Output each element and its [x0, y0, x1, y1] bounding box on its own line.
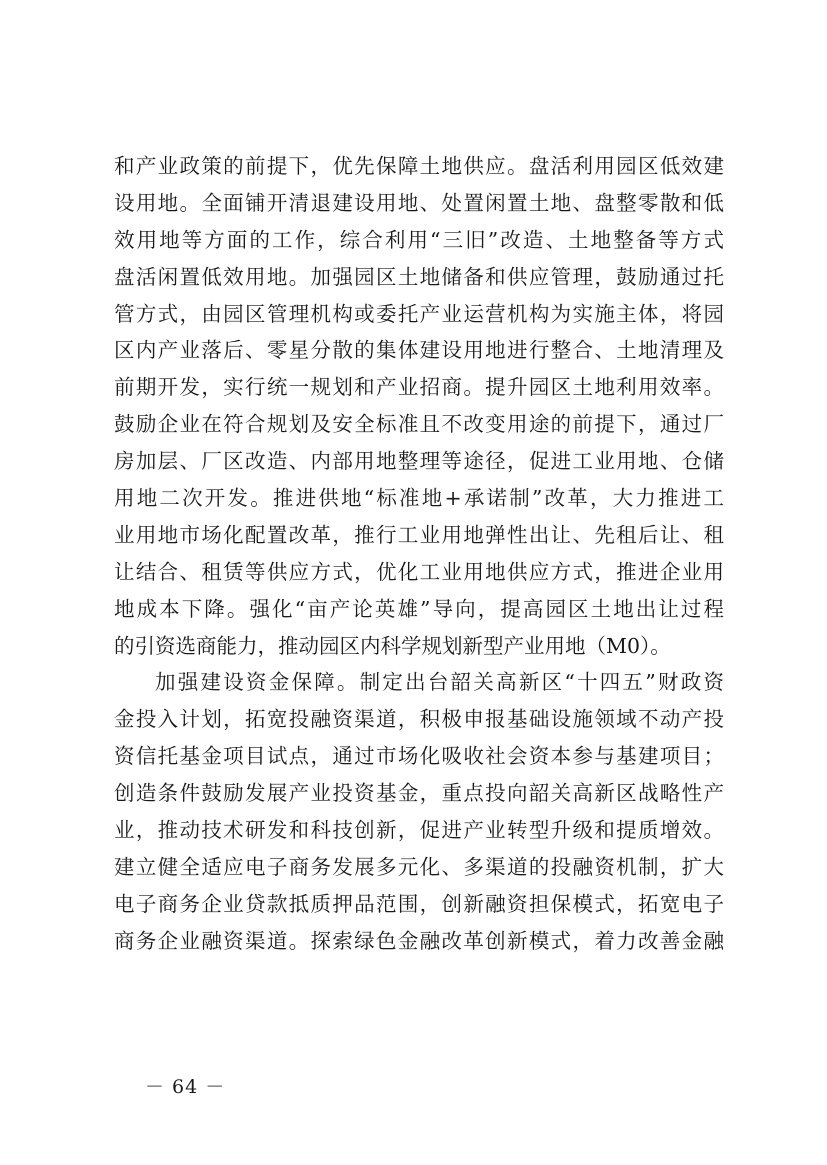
- paragraph-2-line: 电子商务企业贷款抵质押品范围，创新融资担保模式，拓宽电子: [114, 891, 724, 916]
- paragraph-2-line: 金投入计划，拓宽投融资渠道，积极申报基础设施领域不动产投: [114, 707, 724, 732]
- paragraph-2-line: 业，推动技术研发和科技创新，促进产业转型升级和提质增效。: [114, 818, 724, 843]
- paragraph-2-line: 商务企业融资渠道。探索绿色金融改革创新模式，着力改善金融: [114, 928, 724, 953]
- paragraph-1-line: 让结合、租赁等供应方式，优化工业用地供应方式，推进企业用: [114, 559, 724, 584]
- paragraph-1-line: 效用地等方面的工作，综合利用“三旧”改造、土地整备等方式: [114, 227, 724, 252]
- paragraph-1-line: 的引资选商能力，推动园区内科学规划新型产业用地（M0）。: [114, 633, 671, 658]
- paragraph-2-line: 创造条件鼓励发展产业投资基金，重点投向韶关高新区战略性产: [114, 781, 724, 806]
- paragraph-1-line: 盘活闲置低效用地。加强园区土地储备和供应管理，鼓励通过托: [114, 264, 724, 289]
- paragraph-2-line: 建立健全适应电子商务发展多元化、多渠道的投融资机制，扩大: [114, 854, 724, 879]
- paragraph-1-line: 鼓励企业在符合规划及安全标准且不改变用途的前提下，通过厂: [114, 412, 724, 437]
- paragraph-1-line: 管方式，由园区管理机构或委托产业运营机构为实施主体，将园: [114, 301, 724, 326]
- body-text: [114, 148, 724, 960]
- paragraph-1-line: 用地二次开发。推进供地“标准地+承诺制”改革，大力推进工: [114, 486, 724, 511]
- paragraph-1-line: 地成本下降。强化“亩产论英雄”导向，提高园区土地出让过程: [114, 596, 724, 621]
- paragraph-2-line: 资信托基金项目试点，通过市场化吸收社会资本参与基建项目；: [114, 744, 724, 769]
- paragraph-1-line: 设用地。全面铺开清退建设用地、处置闲置土地、盘整零散和低: [114, 190, 724, 215]
- paragraph-1-line: 区内产业落后、零星分散的集体建设用地进行整合、土地清理及: [114, 338, 724, 363]
- paragraph-1-line: 前期开发，实行统一规划和产业招商。提升园区土地利用效率。: [114, 375, 724, 400]
- paragraph-1-line: 房加层、厂区改造、内部用地整理等途径，促进工业用地、仓储: [114, 449, 724, 474]
- paragraph-2-line: 加强建设资金保障。制定出台韶关高新区“十四五”财政资: [155, 670, 724, 695]
- paragraph-1-line: 和产业政策的前提下，优先保障土地供应。盘活利用园区低效建: [114, 154, 724, 178]
- page-number: － 64 －: [145, 1076, 226, 1098]
- paragraph-1-line: 业用地市场化配置改革，推行工业用地弹性出让、先租后让、租: [114, 522, 724, 547]
